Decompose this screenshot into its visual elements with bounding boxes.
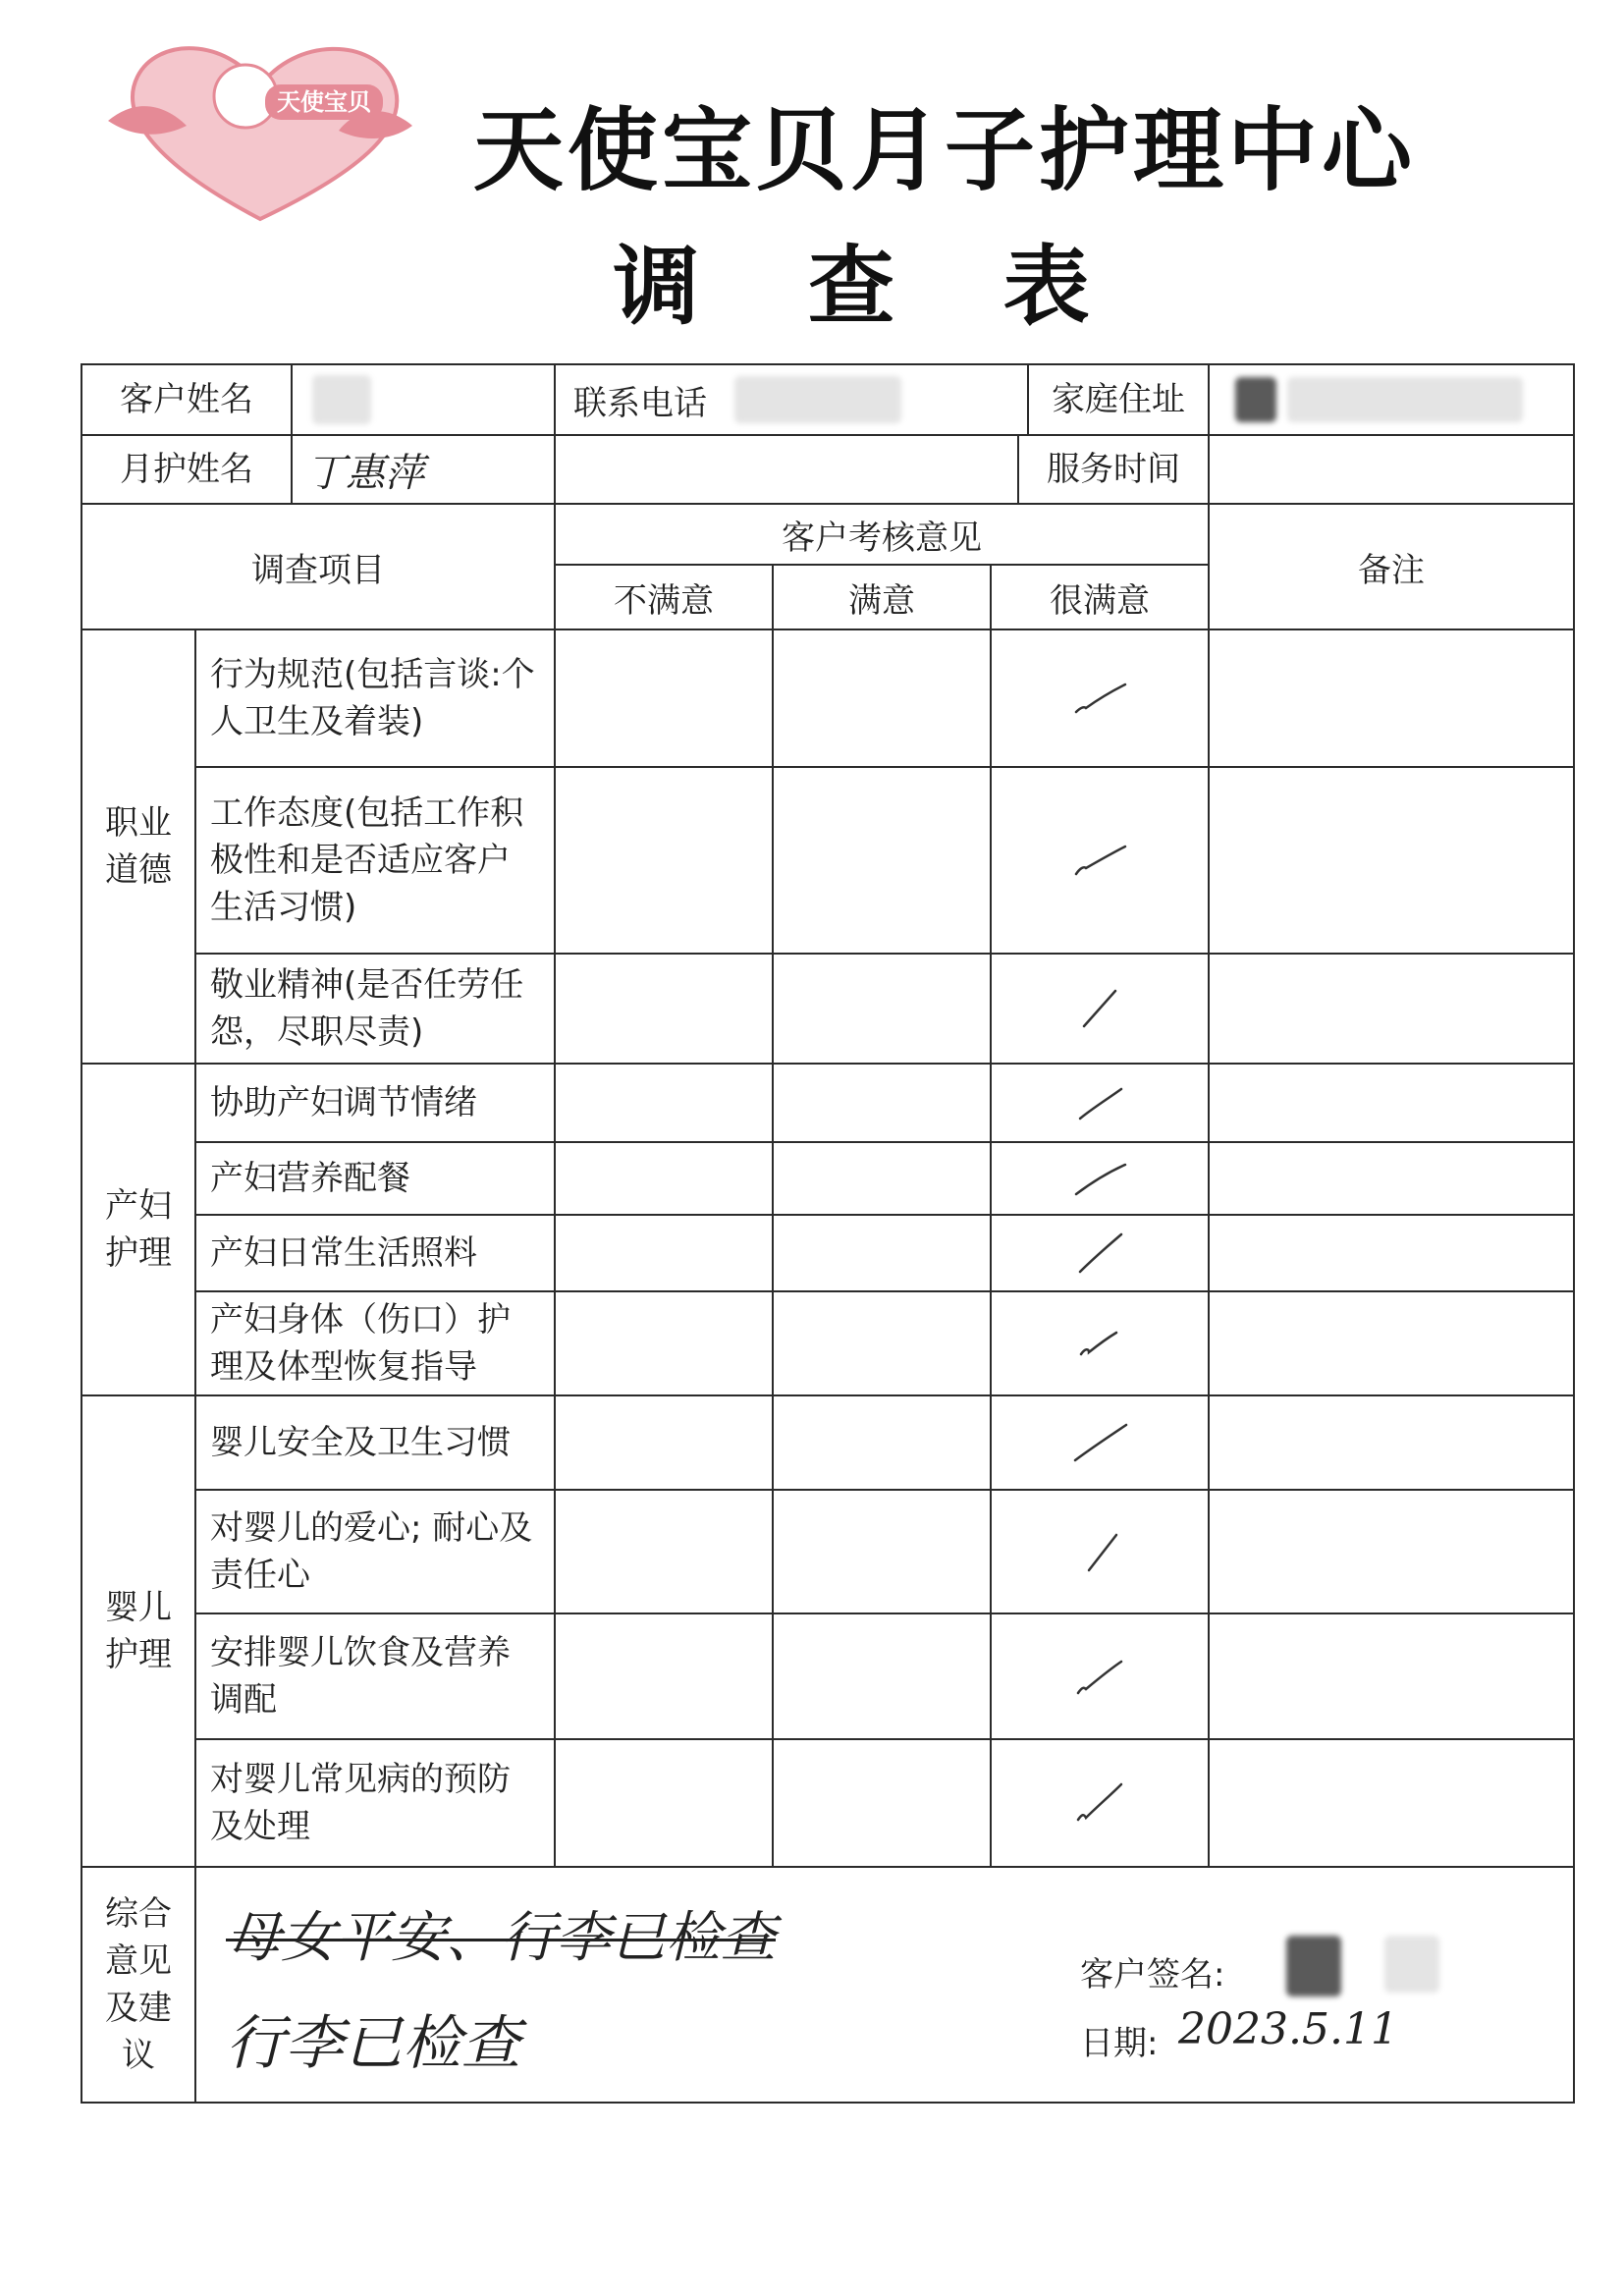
rating-cell-unsatisfied[interactable] xyxy=(555,1215,773,1291)
date-label: 日期: xyxy=(1080,2024,1159,2063)
rating-header-satisfied: 满意 xyxy=(773,565,991,629)
redacted-signature-2 xyxy=(1384,1936,1439,1993)
remark-header: 备注 xyxy=(1209,504,1574,629)
rating-cell-unsatisfied[interactable] xyxy=(555,767,773,954)
rating-cell-unsatisfied[interactable] xyxy=(555,1490,773,1613)
rating-cell-unsatisfied[interactable] xyxy=(555,1739,773,1867)
rating-cell-satisfied[interactable] xyxy=(773,954,991,1064)
rating-cell-satisfied[interactable] xyxy=(773,629,991,767)
rating-cell-very-satisfied[interactable] xyxy=(991,1215,1209,1291)
redacted-phone xyxy=(734,376,901,423)
item-label: 工作态度(包括工作积极性和是否适应客户生活习惯) xyxy=(195,767,555,954)
item-label: 婴儿安全及卫生习惯 xyxy=(195,1395,555,1490)
checkmark-icon xyxy=(1070,841,1129,880)
item-label: 产妇身体（伤口）护理及体型恢复指导 xyxy=(195,1291,555,1395)
rating-cell-very-satisfied[interactable] xyxy=(991,1739,1209,1867)
remark-cell[interactable] xyxy=(1209,629,1574,767)
nanny-info-row xyxy=(81,435,1574,504)
rating-cell-satisfied[interactable] xyxy=(773,1291,991,1395)
phone-label: 联系电话 xyxy=(573,383,707,423)
remark-cell[interactable] xyxy=(1209,1739,1574,1867)
table-row xyxy=(81,1395,1574,1490)
table-row xyxy=(81,767,1574,954)
service-time-field[interactable] xyxy=(1209,435,1574,504)
rating-cell-unsatisfied[interactable] xyxy=(555,954,773,1064)
checkmark-icon xyxy=(1072,1780,1127,1826)
rating-cell-unsatisfied[interactable] xyxy=(555,1142,773,1215)
rating-header-unsatisfied: 不满意 xyxy=(555,565,773,629)
comment-line: 行李已检查 xyxy=(226,2009,520,2078)
opinion-header: 客户考核意见 xyxy=(555,504,1209,565)
remark-cell[interactable] xyxy=(1209,767,1574,954)
item-label: 行为规范(包括言谈:个人卫生及着装) xyxy=(195,629,555,767)
comments-row xyxy=(81,1867,1574,2103)
customer-name-field[interactable] xyxy=(293,375,554,424)
rating-cell-satisfied[interactable] xyxy=(773,1613,991,1739)
signature-label: 客户签名: xyxy=(1080,1955,1225,1995)
rating-cell-satisfied[interactable] xyxy=(773,1215,991,1291)
remark-cell[interactable] xyxy=(1209,954,1574,1064)
nanny-name-label: 月护姓名 xyxy=(82,436,293,503)
item-header: 调查项目 xyxy=(81,504,555,629)
checkmark-icon xyxy=(1070,679,1129,718)
rating-cell-very-satisfied[interactable] xyxy=(991,1142,1209,1215)
nanny-name-value[interactable]: 丁惠萍 xyxy=(306,450,424,496)
rating-cell-unsatisfied[interactable] xyxy=(555,1613,773,1739)
phone-field[interactable] xyxy=(725,376,1027,423)
remark-cell[interactable] xyxy=(1209,1064,1574,1142)
rating-cell-very-satisfied[interactable] xyxy=(991,1490,1209,1613)
category-label: 产妇护理 xyxy=(81,1064,195,1395)
customer-name-label: 客户姓名 xyxy=(82,365,293,434)
service-time-label: 服务时间 xyxy=(1017,436,1208,503)
redacted-name xyxy=(312,375,371,424)
table-row xyxy=(81,954,1574,1064)
rating-cell-satisfied[interactable] xyxy=(773,1064,991,1142)
item-label: 协助产妇调节情绪 xyxy=(195,1064,555,1142)
redacted-address-1 xyxy=(1235,377,1276,422)
table-row xyxy=(81,1142,1574,1215)
rating-cell-very-satisfied[interactable] xyxy=(991,1291,1209,1395)
table-row xyxy=(81,1739,1574,1867)
rating-cell-satisfied[interactable] xyxy=(773,1739,991,1867)
checkmark-icon xyxy=(1070,987,1129,1030)
category-label: 职业道德 xyxy=(81,629,195,1064)
remark-cell[interactable] xyxy=(1209,1215,1574,1291)
comments-label: 综合意见及建议 xyxy=(81,1867,195,2103)
item-label: 对婴儿的爱心; 耐心及责任心 xyxy=(195,1490,555,1613)
rating-cell-unsatisfied[interactable] xyxy=(555,1291,773,1395)
item-label: 敬业精神(是否任劳任怨，尽职尽责) xyxy=(195,954,555,1064)
rating-cell-satisfied[interactable] xyxy=(773,1490,991,1613)
checkmark-icon xyxy=(1068,1159,1131,1198)
table-row xyxy=(81,1064,1574,1142)
page-subtitle: 调 查 表 xyxy=(613,236,1129,337)
checkmark-icon xyxy=(1072,1656,1127,1697)
address-label: 家庭住址 xyxy=(1027,365,1208,434)
remark-cell[interactable] xyxy=(1209,1395,1574,1490)
remark-cell[interactable] xyxy=(1209,1291,1574,1395)
redacted-signature-1 xyxy=(1286,1936,1341,1996)
item-label: 安排婴儿饮食及营养调配 xyxy=(195,1613,555,1739)
table-row xyxy=(81,1613,1574,1739)
rating-cell-unsatisfied[interactable] xyxy=(555,1395,773,1490)
table-row xyxy=(81,1291,1574,1395)
rating-cell-very-satisfied[interactable] xyxy=(991,629,1209,767)
item-label: 产妇日常生活照料 xyxy=(195,1215,555,1291)
checkmark-icon xyxy=(1067,1421,1132,1464)
table-row xyxy=(81,1215,1574,1291)
remark-cell[interactable] xyxy=(1209,1613,1574,1739)
checkmark-icon xyxy=(1070,1083,1129,1122)
table-row xyxy=(81,1490,1574,1613)
rating-cell-unsatisfied[interactable] xyxy=(555,629,773,767)
rating-cell-satisfied[interactable] xyxy=(773,767,991,954)
address-field[interactable] xyxy=(1209,364,1574,435)
rating-cell-satisfied[interactable] xyxy=(773,1142,991,1215)
checkmark-icon xyxy=(1075,1327,1124,1360)
survey-table xyxy=(81,363,1575,2104)
logo-text: 天使宝贝 xyxy=(277,88,371,116)
redacted-address-2 xyxy=(1287,377,1523,422)
item-label: 对婴儿常见病的预防及处理 xyxy=(195,1739,555,1867)
rating-cell-satisfied[interactable] xyxy=(773,1395,991,1490)
date-value[interactable]: 2023.5.11 xyxy=(1178,2004,1398,2054)
page-title: 天使宝贝月子护理中心 xyxy=(472,98,1416,203)
rating-header-very-satisfied: 很满意 xyxy=(991,565,1209,629)
rating-cell-very-satisfied[interactable] xyxy=(991,1395,1209,1490)
customer-info-row xyxy=(81,364,1574,435)
category-label: 婴儿护理 xyxy=(81,1395,195,1867)
checkmark-icon xyxy=(1075,1529,1124,1574)
table-row xyxy=(81,629,1574,767)
rating-cell-unsatisfied[interactable] xyxy=(555,1064,773,1142)
rating-cell-very-satisfied[interactable] xyxy=(991,954,1209,1064)
checkmark-icon xyxy=(1070,1230,1129,1276)
rating-cell-very-satisfied[interactable] xyxy=(991,767,1209,954)
rating-cell-very-satisfied[interactable] xyxy=(991,1613,1209,1739)
rating-cell-very-satisfied[interactable] xyxy=(991,1064,1209,1142)
item-label: 产妇营养配餐 xyxy=(195,1142,555,1215)
remark-cell[interactable] xyxy=(1209,1142,1574,1215)
remark-cell[interactable] xyxy=(1209,1490,1574,1613)
comment-line-struck: 母女平安、行李已检查 xyxy=(226,1906,776,1970)
comments-field[interactable] xyxy=(195,1867,1574,2103)
